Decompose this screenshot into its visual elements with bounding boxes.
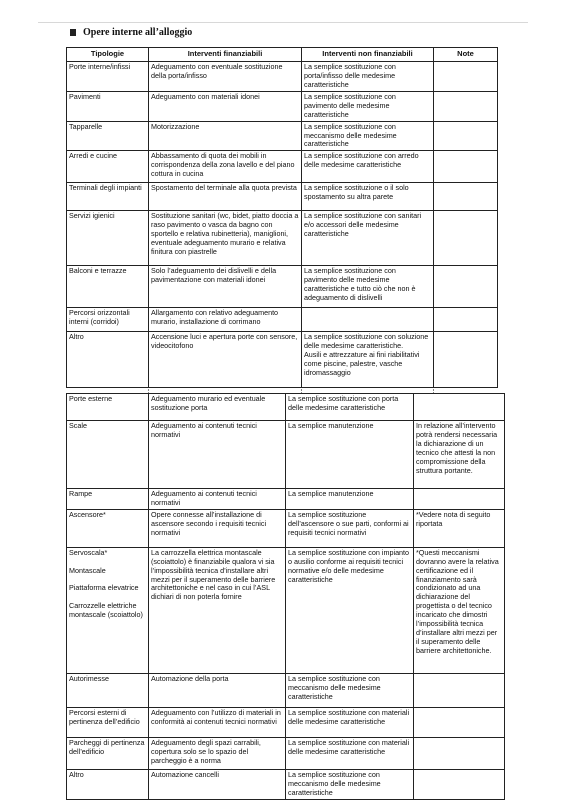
cell-non-finanziabili: La semplice sostituzione o il solo spostamento su altra parete <box>302 183 434 211</box>
cell-finanziabili: Adeguamento degli spazi carrabili, copertura solo se lo spazio del parcheggio è a norma <box>149 737 286 769</box>
cell-note <box>434 151 498 183</box>
header-note: Note <box>434 48 498 62</box>
cell-finanziabili: Abbassamento di quota dei mobili in corrispondenza della zona lavello e del piano cottura in cucina <box>149 151 302 183</box>
table-row <box>67 211 498 266</box>
cell-non-finanziabili: La semplice sostituzione con materiali delle medesime caratteristiche <box>286 707 414 737</box>
cell-note <box>434 211 498 266</box>
cell-non-finanziabili: La semplice sostituzione con meccanismo delle medesime caratteristiche <box>302 121 434 151</box>
cell-finanziabili: Adeguamento ai contenuti tecnici normativi <box>149 489 286 510</box>
cell-finanziabili: Automazione cancelli <box>149 769 286 799</box>
cell-finanziabili: Adeguamento con eventuale sostituzione della porta/infisso <box>149 61 302 91</box>
table-row <box>67 308 498 332</box>
cell-tipologia: Autorimesse <box>67 673 149 707</box>
cell-note <box>414 737 505 769</box>
cell-tipologia: Servizi igienici <box>67 211 149 266</box>
cell-note: *Vedere nota di seguito riportata <box>414 509 505 547</box>
cell-tipologia: Ascensore* <box>67 509 149 547</box>
cell-non-finanziabili: La semplice sostituzione con porta delle medesime caratteristiche <box>286 394 414 421</box>
table-row <box>67 91 498 121</box>
cell-non-finanziabili: La semplice sostituzione con materiali delle medesime caratteristiche <box>286 737 414 769</box>
cell-finanziabili: Accensione luci e apertura porte con sensore, videocitofono <box>149 332 302 388</box>
table-row <box>67 737 505 769</box>
table-row <box>67 489 505 510</box>
table-row <box>67 394 505 421</box>
cell-note <box>414 673 505 707</box>
cell-note <box>434 266 498 308</box>
table-row <box>67 61 498 91</box>
page-top-rule <box>38 22 528 23</box>
cell-tipologia: Arredi e cucine <box>67 151 149 183</box>
cell-note <box>434 308 498 332</box>
table-row <box>67 332 498 388</box>
cell-non-finanziabili: La semplice sostituzione con sanitari e/o accessori delle medesime caratteristiche <box>302 211 434 266</box>
cell-note <box>434 332 498 388</box>
cell-non-finanziabili: La semplice sostituzione con porta/infisso delle medesime caratteristiche <box>302 61 434 91</box>
table-row <box>67 509 505 547</box>
cell-finanziabili: Motorizzazione <box>149 121 302 151</box>
cell-note <box>434 91 498 121</box>
header-tipologie: Tipologie <box>67 48 149 62</box>
section-title-text: Opere interne all’alloggio <box>83 27 193 38</box>
section-title <box>70 27 192 38</box>
header-interventi-non-finanziabili: Interventi non finanziabili <box>302 48 434 62</box>
table-row <box>67 547 505 673</box>
cell-tipologia: Parcheggi di pertinenza dell’edificio <box>67 737 149 769</box>
cell-finanziabili: Sostituzione sanitari (wc, bidet, piatto doccia a raso pavimento o vasca da bagno con sportello e relativa rubinetteria), maniglioni, eventuale adeguamento murario e relativa finitura con piastrelle <box>149 211 302 266</box>
cell-non-finanziabili: La semplice sostituzione dell’ascensore o sue parti, conformi ai requisiti tecnici normativi <box>286 509 414 547</box>
cell-finanziabili: Allargamento con relativo adeguamento murario, installazione di corrimano <box>149 308 302 332</box>
table-row <box>67 151 498 183</box>
cell-note <box>414 394 505 421</box>
cell-note <box>434 183 498 211</box>
cell-note: In relazione all’intervento potrà rendersi necessaria la dichiarazione di un tecnico che attesti la non compromissione della struttura portante. <box>414 421 505 489</box>
cell-finanziabili: La carrozzella elettrica montascale (scoiattolo) è finanziabile qualora vi sia l’impossibilità tecnica d’installare altri mezzi per il superamento delle barriere architettoniche e nel caso in cui l’ASL dichiari di non poterla fornire <box>149 547 286 673</box>
cell-tipologia: Balconi e terrazze <box>67 266 149 308</box>
cell-finanziabili: Opere connesse all’installazione di ascensore secondo i requisiti tecnici normativi <box>149 509 286 547</box>
cell-note <box>434 61 498 91</box>
cell-note <box>414 707 505 737</box>
cell-finanziabili: Adeguamento murario ed eventuale sostituzione porta <box>149 394 286 421</box>
cell-finanziabili: Adeguamento con materiali idonei <box>149 91 302 121</box>
table-row <box>67 121 498 151</box>
table-row <box>67 707 505 737</box>
cell-note: *Questi meccanismi dovranno avere la relativa certificazione ed il finanziamento sarà condizionato ad una dichiarazione del progettista o del tecnico incaricato che dimostri l’impossibilità tecnica d’installare altri mezzi per il superamento delle barriere architettoniche. <box>414 547 505 673</box>
cell-finanziabili: Adeguamento ai contenuti tecnici normativi <box>149 421 286 489</box>
table-row <box>67 769 505 799</box>
cell-finanziabili: Solo l’adeguamento dei dislivelli e della pavimentazione con materiali idonei <box>149 266 302 308</box>
cell-non-finanziabili: La semplice sostituzione con impianto o ausilio conforme ai requisiti tecnici normative e/o delle medesime caratteristiche <box>286 547 414 673</box>
cell-non-finanziabili: La semplice manutenzione <box>286 489 414 510</box>
table-header-row <box>67 48 498 62</box>
cell-finanziabili: Automazione della porta <box>149 673 286 707</box>
cell-tipologia: Tapparelle <box>67 121 149 151</box>
cell-tipologia: Rampe <box>67 489 149 510</box>
cell-non-finanziabili: La semplice sostituzione con meccanismo delle medesime caratteristiche <box>286 673 414 707</box>
header-interventi-finanziabili: Interventi finanziabili <box>149 48 302 62</box>
cell-tipologia: Servoscala* Montascale Piattaforma elevatrice Carrozzelle elettriche montascale (scoiattolo) <box>67 547 149 673</box>
cell-tipologia: Percorsi orizzontali interni (corridoi) <box>67 308 149 332</box>
cell-note <box>414 769 505 799</box>
cell-non-finanziabili: La semplice sostituzione con arredo delle medesime caratteristiche <box>302 151 434 183</box>
cell-finanziabili: Adeguamento con l’utilizzo di materiali in conformità ai contenuti tecnici normativi <box>149 707 286 737</box>
table-row <box>67 266 498 308</box>
table-opere-comuni <box>66 393 505 800</box>
cell-finanziabili: Spostamento del terminale alla quota prevista <box>149 183 302 211</box>
cell-tipologia: Altro <box>67 332 149 388</box>
cell-tipologia: Terminali degli impianti <box>67 183 149 211</box>
cell-tipologia: Percorsi esterni di pertinenza dell’edificio <box>67 707 149 737</box>
cell-note <box>434 121 498 151</box>
cell-non-finanziabili: La semplice sostituzione con soluzione delle medesime caratteristiche. Ausili e attrezzature ai fini riabilitativi come piscine, palestre, vasche idromassaggio <box>302 332 434 388</box>
table-row <box>67 183 498 211</box>
cell-tipologia: Scale <box>67 421 149 489</box>
cell-non-finanziabili: La semplice sostituzione con pavimento delle medesime caratteristiche e tutto ciò che non è adeguamento di dislivelli <box>302 266 434 308</box>
table-opere-interne <box>66 47 498 388</box>
cell-non-finanziabili: La semplice sostituzione con pavimento delle medesime caratteristiche <box>302 91 434 121</box>
cell-non-finanziabili <box>302 308 434 332</box>
cell-tipologia: Altro <box>67 769 149 799</box>
cell-non-finanziabili: La semplice sostituzione con meccanismo delle medesime caratteristiche <box>286 769 414 799</box>
cell-tipologia: Pavimenti <box>67 91 149 121</box>
square-bullet-icon <box>70 29 76 36</box>
cell-tipologia: Porte esterne <box>67 394 149 421</box>
cell-note <box>414 489 505 510</box>
table-row <box>67 421 505 489</box>
table-row <box>67 673 505 707</box>
cell-non-finanziabili: La semplice manutenzione <box>286 421 414 489</box>
cell-tipologia: Porte interne/infissi <box>67 61 149 91</box>
